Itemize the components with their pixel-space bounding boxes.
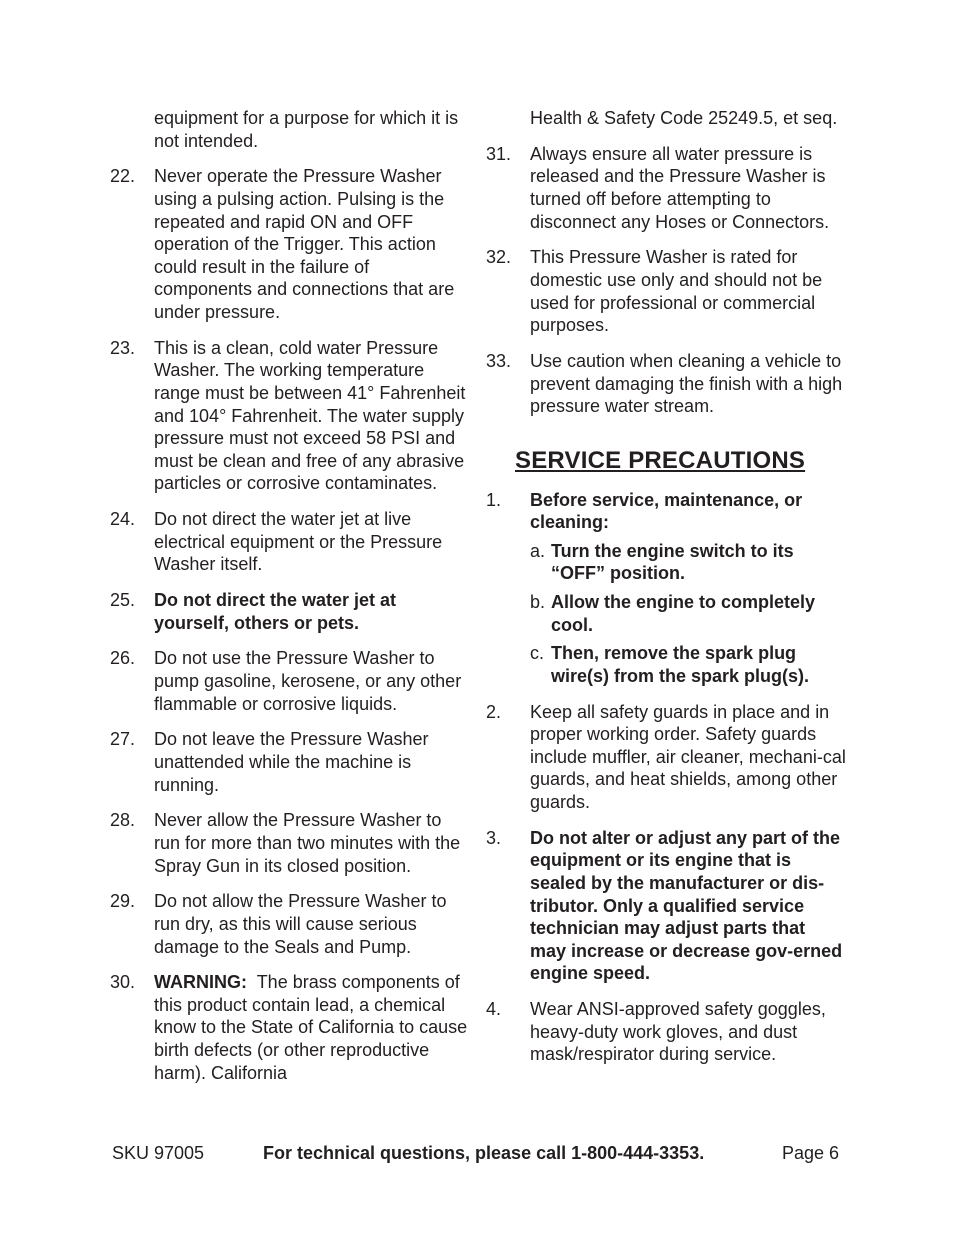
service-item-3 bbox=[486, 827, 846, 985]
item-number: 32. bbox=[486, 247, 512, 268]
item-number: 2. bbox=[486, 701, 502, 722]
left-column bbox=[110, 107, 470, 1097]
section-heading: SERVICE PRECAUTIONS bbox=[515, 446, 806, 474]
continuation-text: Health & Safety Code 25249.5, et seq. bbox=[530, 108, 838, 128]
list-item-28 bbox=[110, 809, 470, 877]
service-item-1 bbox=[486, 489, 846, 688]
item-number: 29. bbox=[110, 891, 136, 912]
item-number: 33. bbox=[486, 350, 512, 371]
item-number: 22. bbox=[110, 166, 136, 187]
sub-item-b bbox=[530, 591, 846, 636]
list-item-22 bbox=[110, 165, 470, 323]
footer-sku: SKU 97005 bbox=[112, 1143, 205, 1163]
sub-text: Allow the engine to completely cool. bbox=[551, 592, 816, 635]
item-text: Do not leave the Pressure Washer unattended while the machine is running. bbox=[154, 729, 429, 795]
list-item-24 bbox=[110, 508, 470, 576]
footer-page-number: Page 6 bbox=[782, 1143, 840, 1163]
item-text: Do not use the Pressure Washer to pump gasoline, kerosene, or any other flammable or corrosive liquids. bbox=[154, 648, 462, 714]
sub-letter: c. bbox=[530, 643, 545, 664]
list-item-23 bbox=[110, 337, 470, 495]
list-item-33 bbox=[486, 350, 846, 418]
item-text-bold: Before service, maintenance, or cleaning: bbox=[530, 489, 803, 533]
sub-text: Turn the engine switch to its “OFF” position. bbox=[551, 540, 794, 584]
warning-label: WARNING: bbox=[154, 972, 247, 993]
item-number: 27. bbox=[110, 729, 136, 750]
item-text: Do not allow the Pressure Washer to run dry, as this will cause serious damage to the Seals and Pump. bbox=[154, 891, 447, 957]
item-text-bold: Do not alter or adjust any part of the equipment or its engine that is sealed by the manufacturer or dis-tributor. Only a qualified service technician may adjust parts that may increase or decrease gov-erned engine speed. bbox=[530, 827, 843, 984]
list-item-30 bbox=[110, 971, 470, 1084]
item-text: This Pressure Washer is rated for domestic use only and should not be used for professional or commercial purposes. bbox=[530, 247, 823, 336]
item-number: 26. bbox=[110, 648, 136, 669]
service-item-2 bbox=[486, 701, 846, 814]
sub-letter: b. bbox=[530, 592, 546, 613]
sub-text: Then, remove the spark plug wire(s) from the spark plug(s). bbox=[551, 643, 810, 686]
item-number: 30. bbox=[110, 972, 136, 993]
item-number: 3. bbox=[486, 827, 502, 848]
list-item-26 bbox=[110, 647, 470, 715]
item-number: 28. bbox=[110, 810, 136, 831]
item-text-warning bbox=[154, 971, 470, 1084]
list-item-25 bbox=[110, 589, 470, 634]
item-number: 31. bbox=[486, 143, 512, 164]
item-number: 4. bbox=[486, 999, 502, 1020]
footer-tech-questions: For technical questions, please call 1-800-444-3353. bbox=[263, 1143, 705, 1163]
item-text-bold: Do not direct the water jet at yourself, others or pets. bbox=[154, 590, 397, 633]
list-item-27 bbox=[110, 728, 470, 796]
item-text: Never allow the Pressure Washer to run for more than two minutes with the Spray Gun in its closed position. bbox=[154, 810, 461, 876]
item-number: 1. bbox=[486, 489, 502, 510]
item-text: Wear ANSI-approved safety goggles, heavy-duty work gloves, and dust mask/respirator during service. bbox=[530, 999, 826, 1065]
sub-item-a bbox=[530, 540, 846, 585]
list-item-29 bbox=[110, 890, 470, 958]
list-item-32 bbox=[486, 246, 846, 336]
warning-text: The brass components of this product contain lead, a chemical know to the State of California to cause birth defects (or other reproductive harm). California bbox=[154, 972, 468, 1083]
list-item-31 bbox=[486, 143, 846, 233]
item-number: 24. bbox=[110, 509, 136, 530]
item-text: Always ensure all water pressure is released and the Pressure Washer is turned off before attempting to disconnect any Hoses or Connectors. bbox=[530, 143, 830, 232]
sub-item-c bbox=[530, 642, 846, 687]
item-text: This is a clean, cold water Pressure Washer. The working temperature range must be between 41° Fahrenheit and 104° Fahrenheit. The water supply pressure must not exceed 58 PSI and must be clean and free of any abrasive particles or corrosive contaminates. bbox=[154, 337, 466, 494]
sub-letter: a. bbox=[530, 540, 546, 561]
item-text: Keep all safety guards in place and in proper working order. Safety guards include muffler, air cleaner, mechani-cal guards, and heat shields, among other guards. bbox=[530, 701, 846, 812]
item-number: 23. bbox=[110, 337, 136, 358]
item-text: Use caution when cleaning a vehicle to prevent damaging the finish with a high pressure water stream. bbox=[530, 350, 843, 417]
item-number: 25. bbox=[110, 590, 136, 611]
service-item-4 bbox=[486, 998, 846, 1066]
item-text: Never operate the Pressure Washer using a pulsing action. Pulsing is the repeated and rapid ON and OFF operation of the Trigger. This action could result in the failure of components and connections that are under pressure. bbox=[154, 166, 455, 322]
continuation-text: equipment for a purpose for which it is not intended. bbox=[154, 108, 459, 151]
item-text: Do not direct the water jet at live electrical equipment or the Pressure Washer itself. bbox=[154, 509, 443, 575]
right-column bbox=[486, 107, 846, 1079]
